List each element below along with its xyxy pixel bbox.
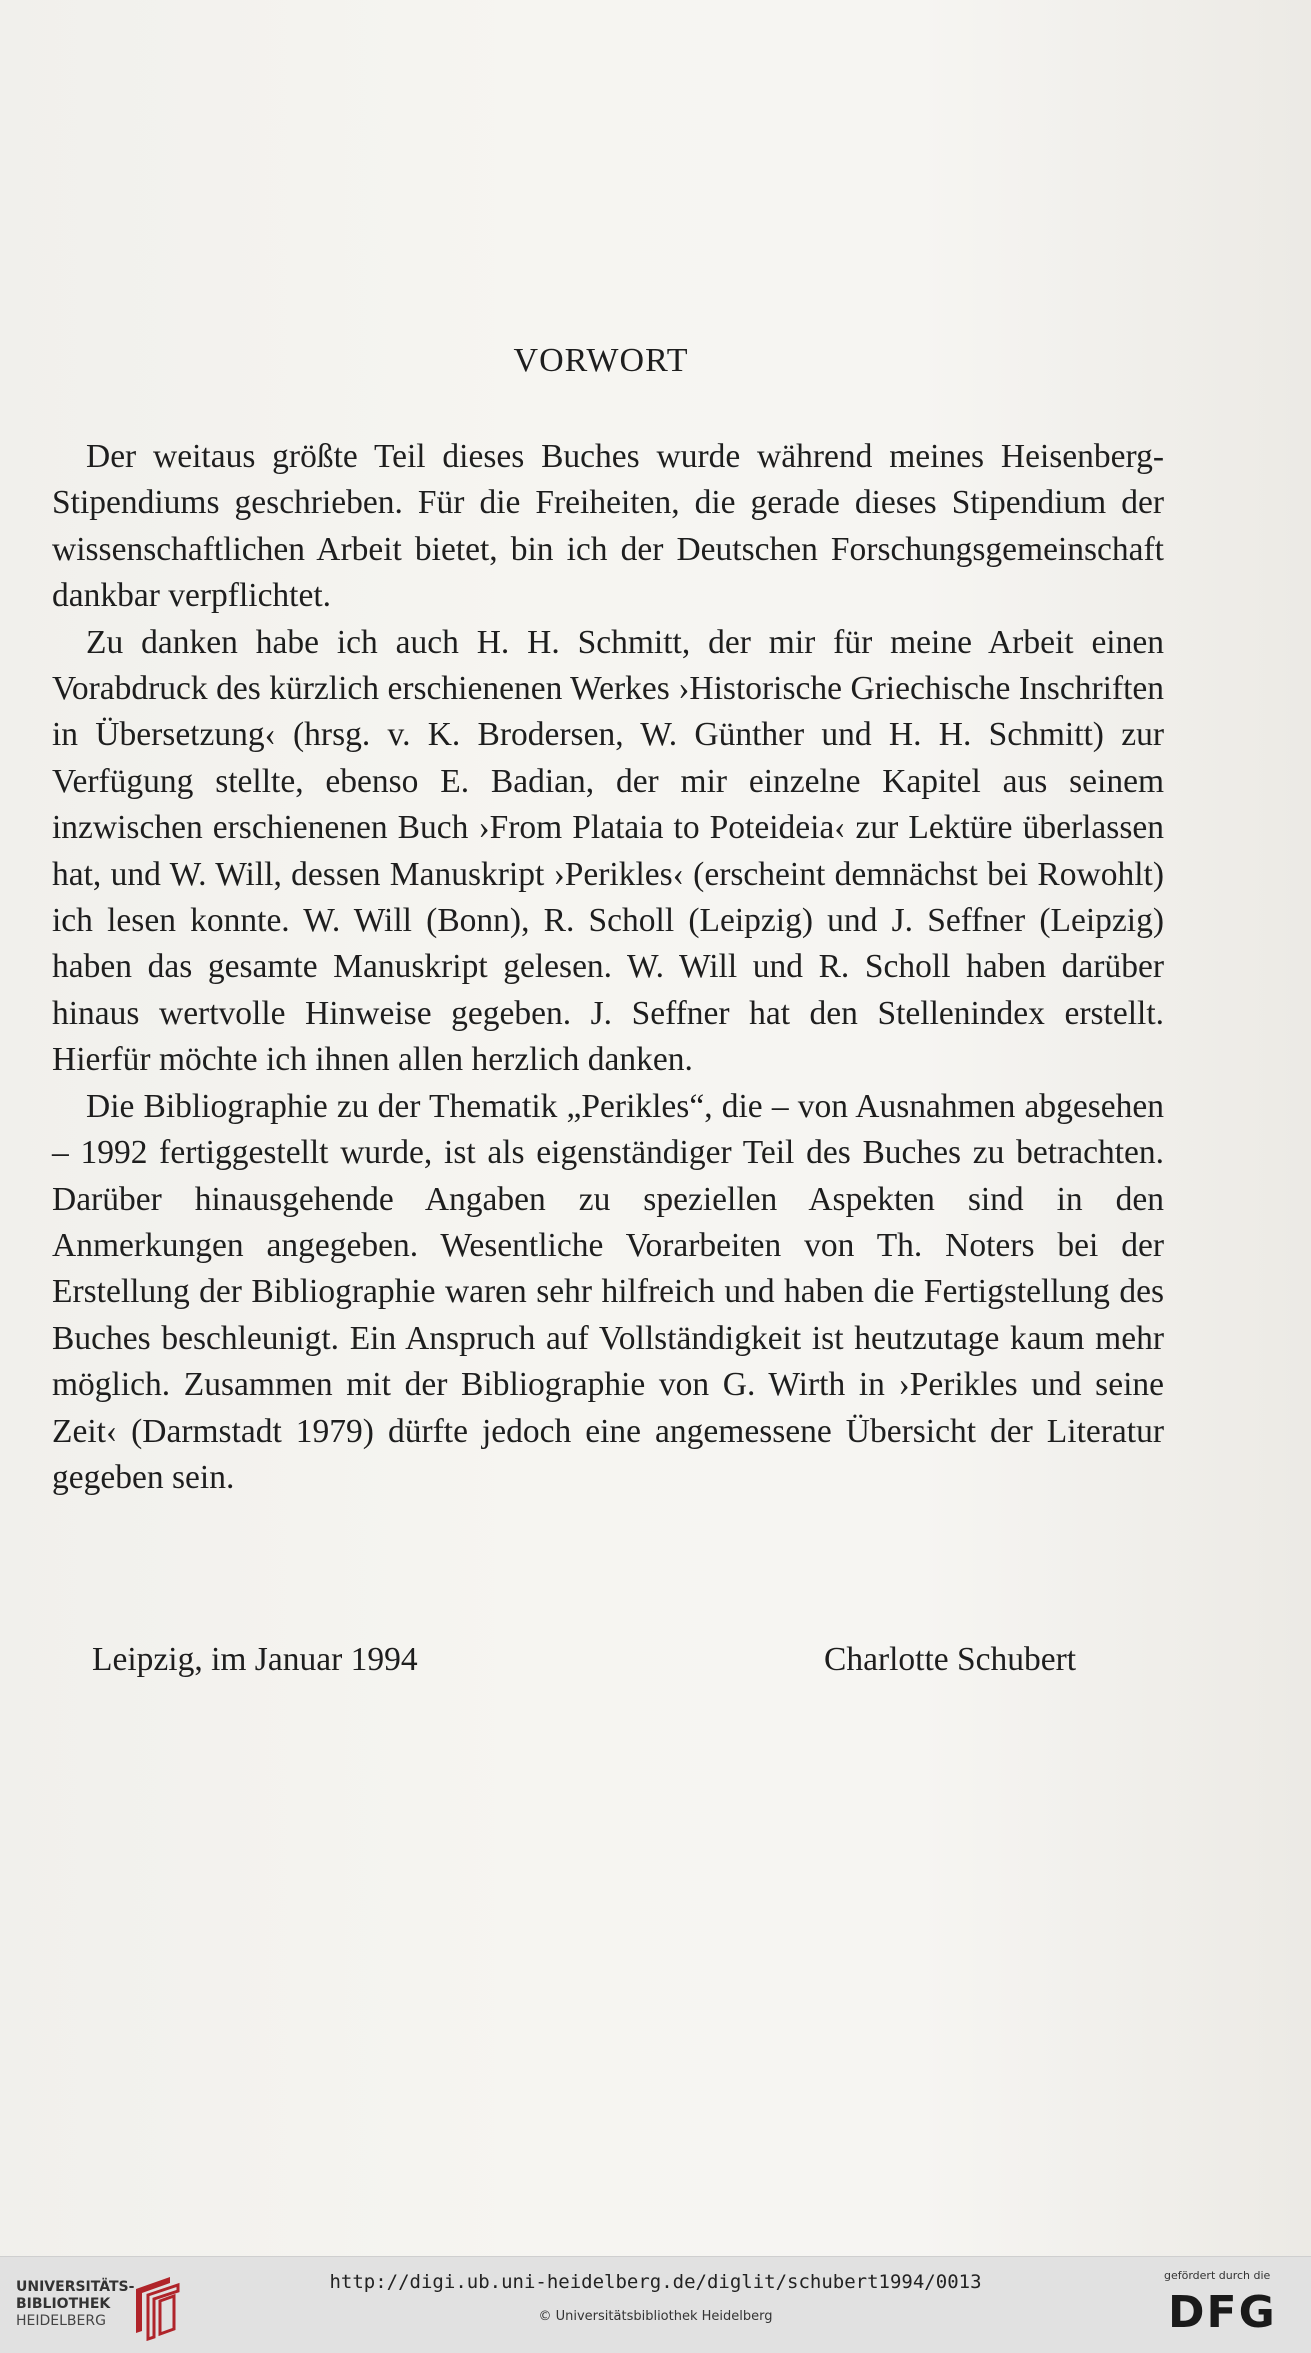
funding-note: gefördert durch die (1164, 2269, 1271, 2282)
place-date: Leipzig, im Januar 1994 (92, 1641, 418, 1678)
permalink-url[interactable]: http://digi.ub.uni-heidelberg.de/diglit/schubert1994/0013 (329, 2271, 982, 2293)
library-name-line3: HEIDELBERG (16, 2313, 106, 2329)
copyright-notice: © Universitätsbibliothek Heidelberg (538, 2309, 773, 2324)
viewer-footer (0, 2256, 1311, 2353)
library-name-line1: UNIVERSITÄTS- (16, 2279, 135, 2295)
preface-paragraph-3: Die Bibliographie zu der Thematik „Perikles“, die – von Ausnahmen abgesehen – 1992 fertiggestellt wurde, ist als eigenständiger Teil des Buches zu betrachten. Darüber hinausgehende Angaben zu speziellen Aspekten sind in den Anmerkungen angegeben. Wesentliche Vorarbeiten von Th. Noters bei der Erstellung der Bibliographie waren sehr hilfreich und haben die Fertigstellung des Buches beschleunigt. Ein Anspruch auf Vollständigkeit ist heutzutage kaum mehr möglich. Zusammen mit der Bibliographie von G. Wirth in ›Perikles und seine Zeit‹ (Darmstadt 1979) dürfte jedoch eine angemessene Übersicht der Literatur gegeben sein. (52, 1087, 1164, 1496)
author-signature: Charlotte Schubert (824, 1641, 1077, 1678)
page-heading: VORWORT (513, 342, 689, 379)
library-name-line2: BIBLIOTHEK (16, 2296, 111, 2312)
dfg-logo-text: DFG (1168, 2287, 1277, 2333)
preface-body (52, 434, 1164, 1501)
dfg-logo-icon[interactable] (1166, 2287, 1292, 2333)
preface-paragraph-2: Zu danken habe ich auch H. H. Schmitt, der mir für meine Arbeit einen Vorabdruck des kürzlich erschienenen Werkes ›Historische Griechische Inschriften in Übersetzung‹ (hrsg. v. K. Brodersen, W. Günther und H. H. Schmitt) zur Verfügung stellte, ebenso E. Badian, der mir einzelne Kapitel aus seinem inzwischen erschienenen Buch ›From Plataia to Poteideia‹ zur Lektüre überlassen hat, und W. Will, dessen Manuskript ›Perikles‹ (erscheint demnächst bei Rowohlt) ich lesen konnte. W. Will (Bonn), R. Scholl (Leipzig) und J. Seffner (Leipzig) haben das gesamte Manuskript gelesen. W. Will und R. Scholl haben darüber hinaus wertvolle Hinweise gegeben. J. Seffner hat den Stellenindex erstellt. Hierfür möchte ich ihnen allen herzlich danken. (52, 623, 1164, 1079)
preface-paragraph-1: Der weitaus größte Teil dieses Buches wurde während meines Heisenberg-Stipendiums geschrieben. Für die Freiheiten, die gerade dieses Stipendium der wissenschaftlichen Arbeit bietet, bin ich der Deutschen Forschungsgemeinschaft dankbar verpflichtet. (52, 438, 1164, 615)
